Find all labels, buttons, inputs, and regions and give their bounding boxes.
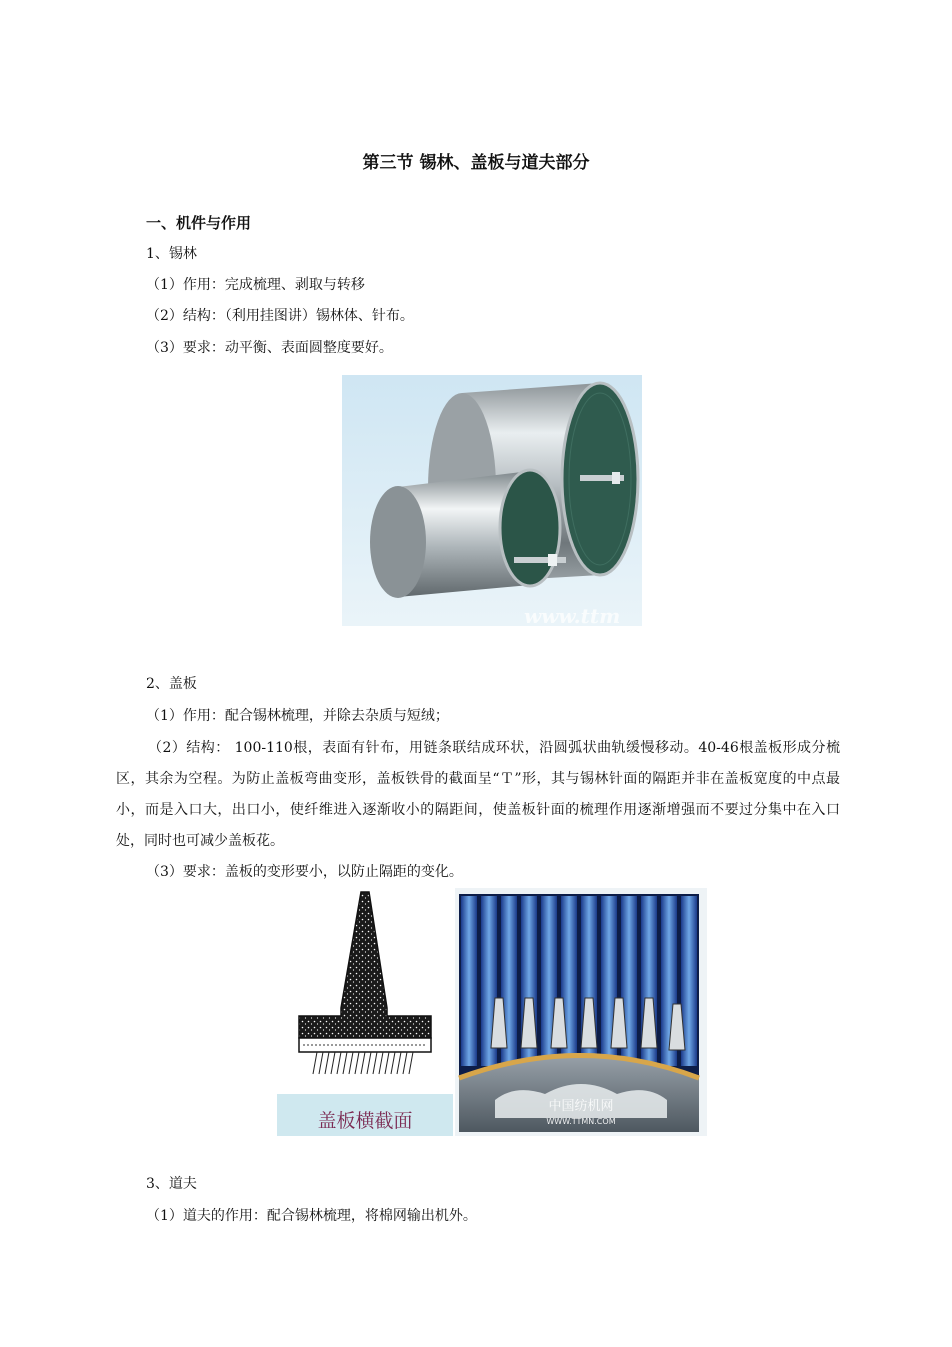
flat-function: （1）作用：配合锡林梳理，并除去杂质与短绒； xyxy=(146,708,449,724)
cylinder-structure: （2）结构：（利用挂图讲）锡林体、针布。 xyxy=(146,308,414,324)
flat-structure-paragraph: （2）结构： 100-110根，表面有针布，用链条联结成环状，沿圆弧状曲轨缓慢移动。40-46根盖板形成分梳区，其余为空程。为防止盖板弯曲变形，盖板铁骨的截面呈“Ｔ”形，其与锡林针面的隔距并非在盖板宽度的中点最小，而是入口大，出口小，使纤维进入逐渐收小的隔距间，使盖板针面的梳理作用逐渐增强而不要过分集中在入口处，同时也可减少盖板花。 xyxy=(116,740,840,849)
cylinder-watermark: www.ttm xyxy=(524,604,621,626)
flat-photo xyxy=(455,888,707,1136)
cylinder-requirement: （3）要求：动平衡、表面圆整度要好。 xyxy=(146,340,393,356)
doffer-heading: 3、道夫 xyxy=(146,1176,197,1192)
flat-photo-watermark-en: WWW.TTMN.COM xyxy=(546,1117,616,1126)
doffer-function: （1）道夫的作用：配合锡林梳理，将棉网输出机外。 xyxy=(146,1208,477,1224)
flat-requirement: （3）要求：盖板的变形要小，以防止隔距的变化。 xyxy=(146,864,463,880)
cylinder-photo xyxy=(342,375,642,626)
flat-cross-section-image xyxy=(277,888,453,1136)
flat-heading: 2、盖板 xyxy=(146,676,197,692)
page-title: 第三节 锡林、盖板与道夫部分 xyxy=(362,153,590,173)
cylinder-heading: 1、锡林 xyxy=(146,246,197,262)
cylinder-function: （1）作用：完成梳理、剥取与转移 xyxy=(146,277,365,293)
flat-photo-watermark-cn: 中国纺机网 xyxy=(548,1099,614,1114)
section-heading: 一、机件与作用 xyxy=(146,214,252,232)
flat-caption: 盖板横截面 xyxy=(317,1110,413,1132)
